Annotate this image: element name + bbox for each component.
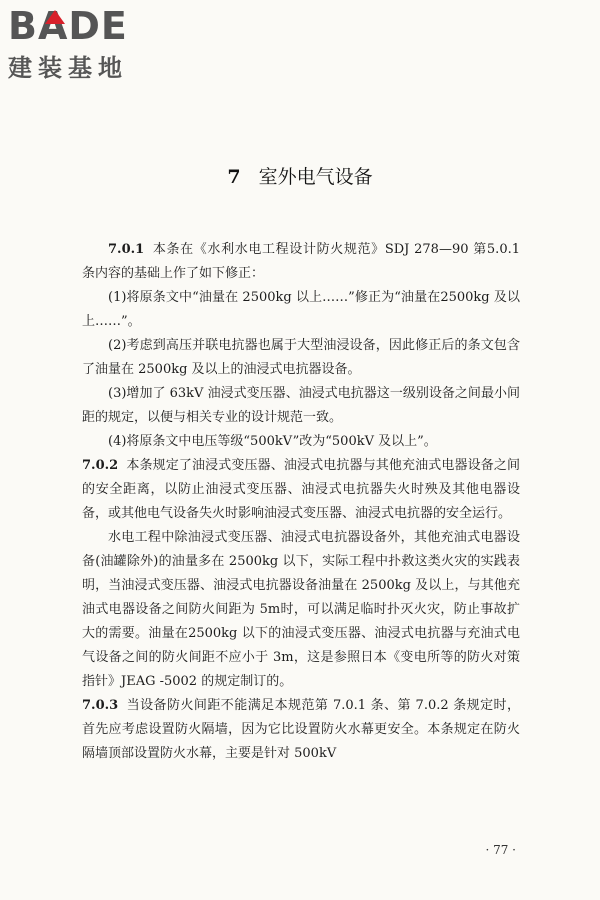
clause-number: 7.0.3 — [82, 698, 119, 713]
logo-letter-a: A — [37, 4, 69, 48]
clause-7-0-1 — [82, 238, 520, 286]
list-item: (2)考虑到高压并联电抗器也属于大型油浸设备，因此修正后的条文包含了油量在 2500kg 及以上的油浸式电抗器设备。 — [82, 338, 520, 377]
chapter-number: 7 — [227, 166, 241, 188]
clause-text: 当设备防火间距不能满足本规范第 7.0.1 条、第 7.0.2 条规定时，首先应考虑设置防火隔墙，因为它比设置防火水幕更安全。本条规定在防火隔墙顶部设置防火水幕，主要是针对 500kV — [82, 698, 520, 761]
page-content — [82, 238, 520, 766]
chapter-title — [0, 162, 600, 189]
clause-text: 本条规定了油浸式变压器、油浸式电抗器与其他充油式电器设备之间的安全距离，以防止油浸式变压器、油浸式电抗器失火时殃及其他电器设备，或其他电气设备失火时影响油浸式变压器、油浸式电抗器的安全运行。 — [82, 458, 520, 521]
chapter-heading: 室外电气设备 — [258, 166, 373, 188]
publisher-logo — [8, 6, 178, 83]
logo-red-triangle-icon — [45, 10, 65, 24]
list-item: (3)增加了 63kV 油浸式变压器、油浸式电抗器这一级别设备之间最小间距的规定，以便与相关专业的设计规范一致。 — [82, 386, 520, 425]
clause-text: 本条在《水利水电工程设计防火规范》SDJ 278—90 第5.0.1 条内容的基础上作了如下修正： — [82, 242, 520, 281]
logo-letter-b: B — [8, 4, 38, 48]
clause-number: 7.0.2 — [82, 458, 119, 473]
paragraph: 水电工程中除油浸式变压器、油浸式电抗器设备外，其他充油式电器设备(油罐除外)的油量多在 2500kg 以下，实际工程中扑救这类火灾的实践表明，当油浸式变压器、油浸式电抗器设备油量在 2500kg 及以上，与其他充油式电器设备之间防火间距为 5m时，可以满足临时扑灭火灾，防止事故扩大的需要。油量在2500kg 以下的油浸式变压器、油浸式电抗器与充油式电气设备之间的防火间距不应小于 3m，这是参照日本《变电所等的防火对策指针》JEAG -5002 的规定制订的。 — [82, 530, 520, 689]
page-number: · 77 · — [485, 843, 516, 857]
clause-number: 7.0.1 — [108, 242, 145, 257]
clause-7-0-3 — [82, 694, 520, 766]
logo-subtitle: 建装基地 — [8, 54, 128, 82]
clause-7-0-2 — [82, 454, 520, 526]
list-item: (1)将原条文中“油量在 2500kg 以上……”修正为“油量在2500kg 及以上……”。 — [82, 290, 520, 329]
list-item: (4)将原条文中电压等级“500kV”改为“500kV 及以上”。 — [108, 434, 437, 449]
logo-letters-de: DE — [68, 4, 128, 48]
logo-wordmark — [8, 6, 178, 46]
